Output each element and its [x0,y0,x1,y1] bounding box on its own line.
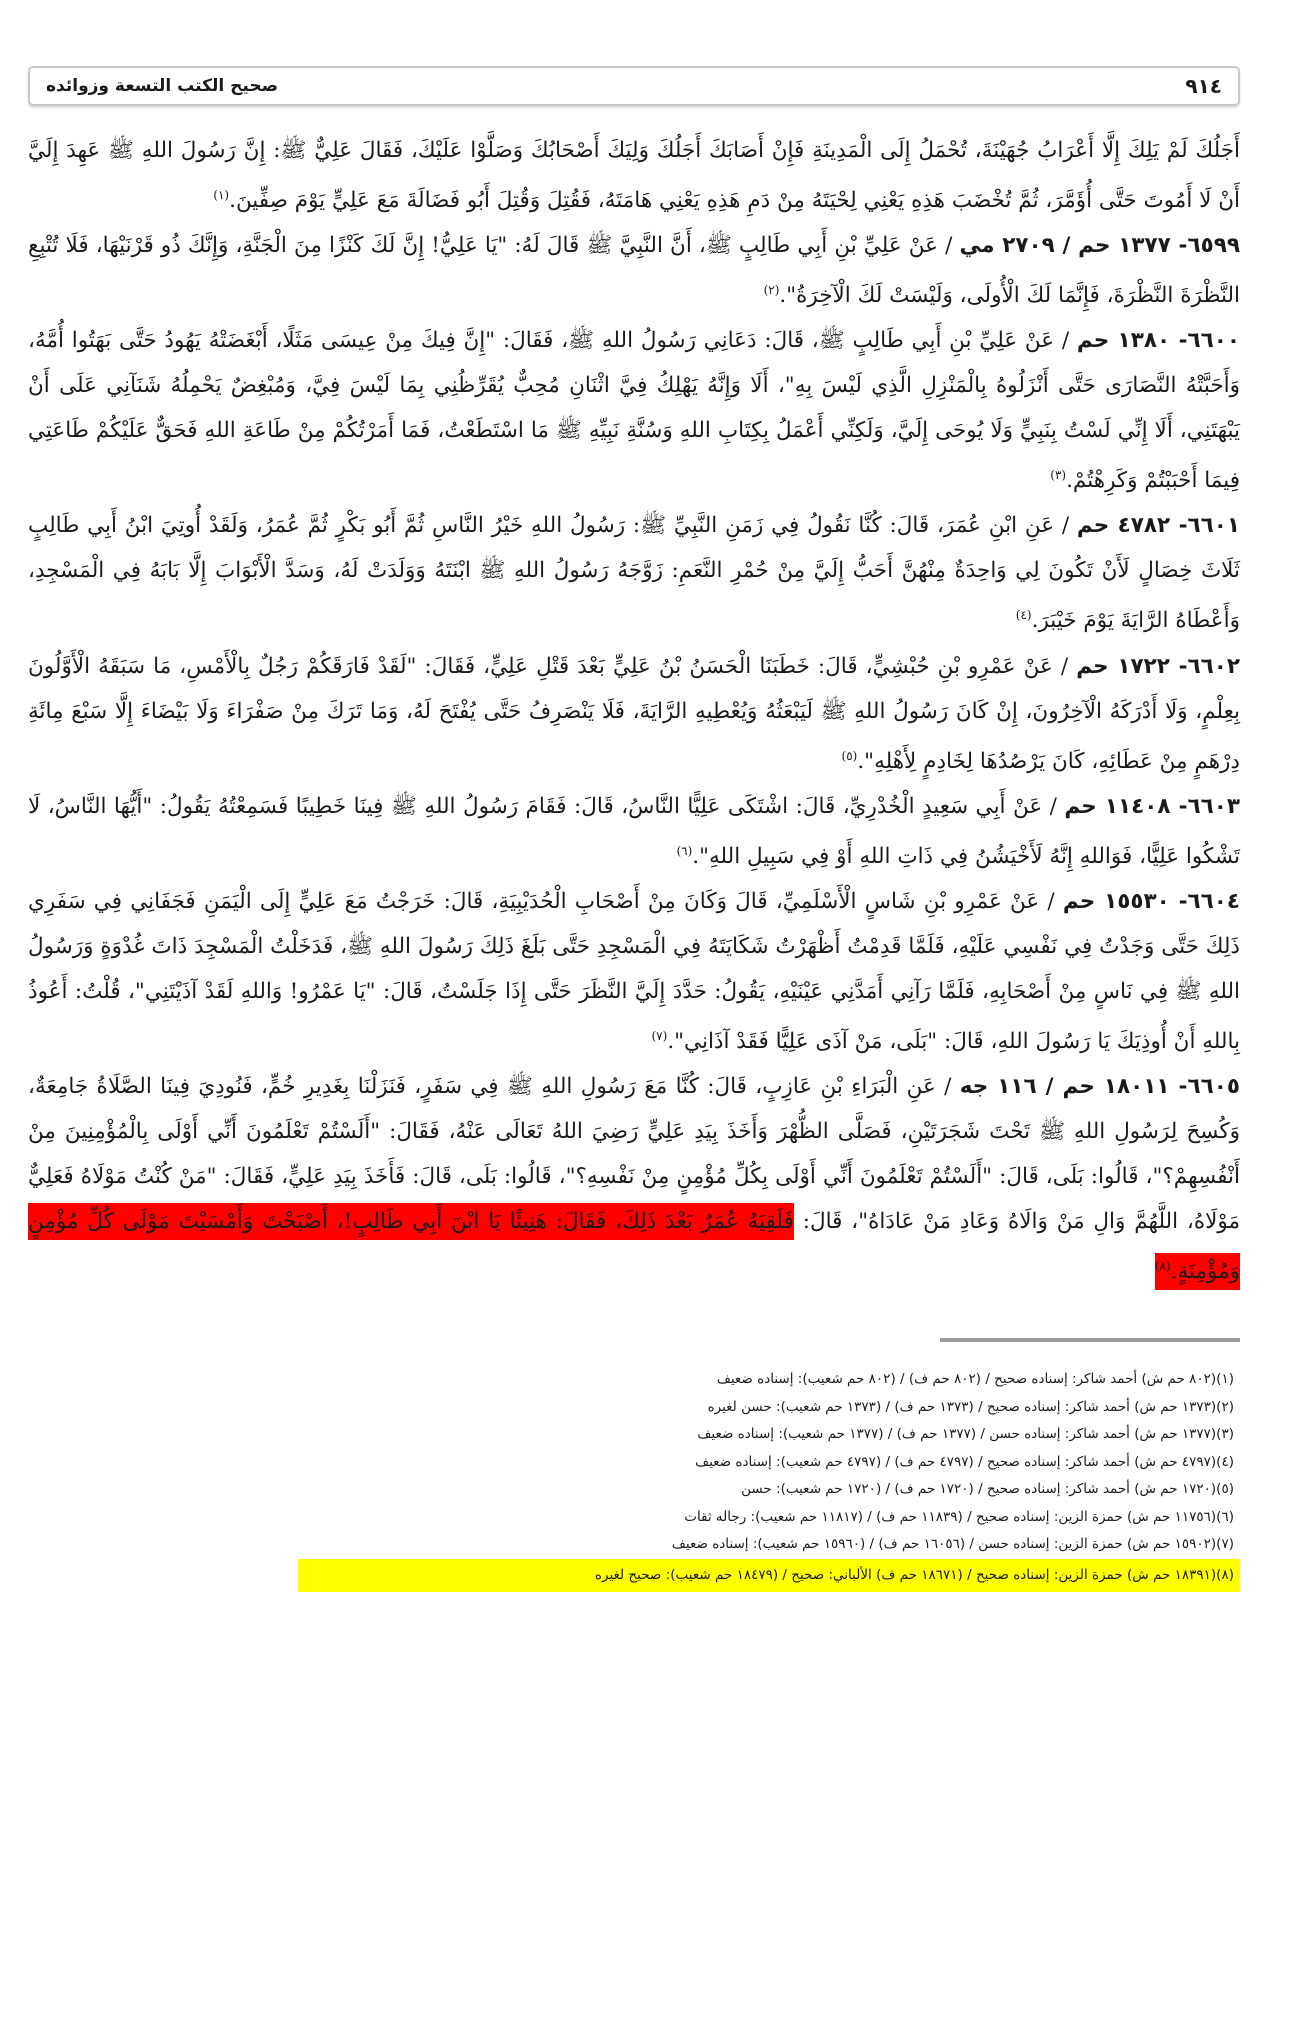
hadith-text: / عَنِ ابْنِ عُمَرَ، قَالَ: كُنَّا نَقُولُ فِي زَمَنِ النَّبِيِّ ﷺ: رَسُولُ اللهِ خَيْرُ النَّاسِ ثُمَّ أَبُو بَكْرٍ ثُمَّ عُمَرُ، وَلَقَدْ أُوتِيَ ابْنُ أَبِي طَالِبٍ ثَلَاثَ خِصَالٍ لَأَنْ تَكُونَ لِي وَاحِدَةٌ مِنْهُنَّ أَحَبُّ إِلَيَّ مِنْ حُمْرِ النَّعَمِ: زَوَّجَهُ رَسُولُ اللهِ ﷺ ابْنَتَهُ وَوَلَدَتْ لَهُ، وَسَدَّ الْأَبْوَابَ إِلَّا بَابَهُ فِي الْمَسْجِدِ، وَأَعْطَاهُ الرَّايَةَ يَوْمَ خَيْبَرَ. [28,513,1240,634]
footnote-7: (٧)(١٥٩٠٢ حم ش) حمزة الزين: إسناده حسن / (١٦٠٥٦ حم ف) / (١٥٩٦٠ حم شعيب): إسناده ضعيف [671,1536,1234,1553]
footnote-ref: (١) [213,188,230,202]
footnote-ref: (٦) [676,843,693,858]
page-header [28,66,1240,106]
hadith-6604 [28,879,1240,1064]
footnote-8-highlighted: (٨)(١٨٣٩١ حم ش) حمزة الزين: إسناده صحيح / (١٨٦٧١ حم ف) الألباني: صحيح / (١٨٤٧٩ حم شعيب): صحيح لغيره [298,1559,1240,1593]
footnotes [28,1366,1240,1592]
footnote-5: (٥)(١٧٢٠ حم ش) أحمد شاكر: إسناده صحيح / (١٧٢٠ حم ف) / (١٧٢٠ حم شعيب): حسن [741,1481,1234,1498]
footnote-ref: (٧) [651,1028,668,1043]
hadith-6599 [28,223,1240,318]
page-number: ٩١٤ [1185,74,1222,98]
hadith-number: ٦٦٠٢- ١٧٢٢ حم [1076,653,1240,679]
book-page [28,66,1240,1592]
hadith-number: ٦٦٠٤- ١٥٥٣٠ حم [1062,888,1240,914]
highlighted-phrase: فَلَقِيَهُ عُمَرُ بَعْدَ ذَلِكَ، فَقَالَ: هَنِيئًا يَا ابْنَ أَبِي طَالِبٍ!، أَصْبَحْتَ وَأَمْسَيْتَ مَوْلَى كُلِّ مُؤْمِنٍ وَمُؤْمِنَةٍ. [28,1209,1240,1285]
footnote-2: (٢)(١٣٧٣ حم ش) أحمد شاكر: إسناده صحيح / (١٣٧٣ حم ف) / (١٣٧٣ حم شعيب): حسن لغيره [707,1398,1234,1415]
footnote-separator [940,1338,1240,1342]
footnote-6: (٦)(١١٧٥٦ حم ش) حمزة الزين: إسناده صحيح / (١١٨٣٩ حم ف) / (١١٨١٧ حم شعيب): رجاله ثقات [684,1508,1234,1525]
paragraph-continuation [28,128,1240,223]
hadith-text: / عَنْ عَلِيِّ بْنِ أَبِي طَالِبٍ ﷺ، قَالَ: دَعَانِي رَسُولُ اللهِ ﷺ، فَقَالَ: "إِنَّ فِيكَ مِنْ عِيسَى مَثَلًا، أَبْغَضَتْهُ يَهُودُ حَتَّى بَهَتُوا أُمَّهُ، وَأَحَبَّتْهُ النَّصَارَى حَتَّى أَنْزَلُوهُ بِالْمَنْزِلِ الَّذِي لَيْسَ بِهِ"، أَلَا وَإِنَّهُ يَهْلِكُ فِيَّ اثْنَانِ مُحِبٌّ يُقَرِّظُنِي بِمَا لَيْسَ فِيَّ، وَمُبْغِضٌ يَحْمِلُهُ شَنَآنِي عَلَى أَنْ يَبْهَتَنِي، أَلَا إِنِّي لَسْتُ بِنَبِيٍّ وَلَا يُوحَى إِلَيَّ، وَلَكِنِّي أَعْمَلُ بِكِتَابِ اللهِ وَسُنَّةِ نَبِيِّهِ ﷺ مَا اسْتَطَعْتُ، فَمَا أَمَرْتُكُمْ مِنْ طَاعَةِ اللهِ فَحَقٌّ عَلَيْكُمْ طَاعَتِي فِيمَا أَحْبَبْتُمْ وَكَرِهْتُمْ. [28,328,1240,494]
footnote-ref: (٣) [1050,468,1067,483]
hadith-text: / عَنِ الْبَرَاءِ بْنِ عَازِبٍ، قَالَ: كُنَّا مَعَ رَسُولِ اللهِ ﷺ فِي سَفَرٍ، فَنَزَلْنَا بِغَدِيرِ خُمٍّ، فَنُودِيَ فِينَا الصَّلَاةُ جَامِعَةٌ، وَكُسِحَ لِرَسُولِ اللهِ ﷺ تَحْتَ شَجَرَتَيْنِ، فَصَلَّى الظُّهْرَ وَأَخَذَ بِيَدِ عَلِيٍّ رَضِيَ اللهُ تَعَالَى عَنْهُ، فَقَالَ: "أَلَسْتُمْ تَعْلَمُونَ أَنِّي أَوْلَى بِالْمُؤْمِنِينَ مِنْ أَنْفُسِهِمْ؟"، قَالُوا: بَلَى، قَالَ: "أَلَسْتُمْ تَعْلَمُونَ أَنِّي أَوْلَى بِكُلِّ مُؤْمِنٍ مِنْ نَفْسِهِ؟"، قَالُوا: بَلَى، قَالَ: فَأَخَذَ بِيَدِ عَلِيٍّ، فَقَالَ: "مَنْ كُنْتُ مَوْلَاهُ فَعَلِيٌّ مَوْلَاهُ، اللَّهُمَّ وَالِ مَنْ وَالَاهُ وَعَادِ مَنْ عَادَاهُ"، قَالَ: [28,1074,1241,1235]
hadith-6600 [28,318,1240,503]
hadith-6605 [28,1064,1240,1294]
hadith-6602 [28,644,1240,784]
hadith-number: ٦٦٠٥- ١٨٠١١ حم / ١١٦ جه [959,1074,1240,1100]
hadith-number: ٦٥٩٩- ١٣٧٧ حم / ٢٧٠٩ مي [959,233,1240,259]
footnote-3: (٣)(١٣٧٧ حم ش) أحمد شاكر: إسناده حسن / (١٣٧٧ حم ف) / (١٣٧٧ حم شعيب): إسناده ضعيف [697,1426,1234,1443]
footnote-ref: (٢) [763,283,780,298]
hadith-text: أَجَلُكَ لَمْ يَلِكَ إِلَّا أَعْرَابُ جُهَيْنَةَ، تُحْمَلُ إِلَى الْمَدِينَةِ فَإِنْ أَصَابَكَ أَجَلُكَ وَلِيَكَ أَصْحَابُكَ وَصَلَّوْا عَلَيْكَ، فَقَالَ عَلِيٌّ ﷺ: إِنَّ رَسُولَ اللهِ ﷺ عَهِدَ إِلَيَّ أَنْ لَا أَمُوتَ حَتَّى أُؤَمَّرَ، ثُمَّ تُخْضَبَ هَذِهِ يَعْنِي لِحْيَتَهُ مِنْ دَمِ هَذِهِ يَعْنِي هَامَتَهُ، فَقُتِلَ وَقُتِلَ أَبُو فَضَالَةَ مَعَ عَلِيٍّ يَوْمَ صِفِّينَ. [28,138,1240,214]
footnote-1: (١)(٨٠٢ حم ش) أحمد شاكر: إسناده صحيح / (٨٠٢ حم ف) / (٨٠٢ حم شعيب): إسناده ضعيف [716,1371,1234,1388]
hadith-number: ٦٦٠١- ٤٧٨٢ حم [1076,513,1240,539]
hadith-6603 [28,784,1240,879]
book-title: صحيح الكتب التسعة وزوائده [46,76,278,96]
hadith-6601 [28,503,1240,643]
footnote-ref: (٤) [1015,608,1032,623]
main-text [28,128,1240,1294]
hadith-text: / عَنْ أَبِي سَعِيدٍ الْخُدْرِيِّ، قَالَ: اشْتَكَى عَلِيًّا النَّاسُ، قَالَ: فَقَامَ رَسُولُ اللهِ ﷺ فِينَا خَطِيبًا فَسَمِعْتُهُ يَقُولُ: "أَيُّهَا النَّاسُ، لَا تَشْكُوا عَلِيًّا، فَوَاللهِ إِنَّهُ لَأَخْيَشُنُ فِي ذَاتِ اللهِ أَوْ فِي سَبِيلِ اللهِ". [28,793,1240,869]
hadith-text: / عَنْ عَمْرِو بْنِ حُبْشِيٍّ، قَالَ: خَطَبَنَا الْحَسَنُ بْنُ عَلِيٍّ بَعْدَ قَتْلِ عَلِيٍّ، فَقَالَ: "لَقَدْ فَارَقَكُمْ رَجُلٌ بِالْأَمْسِ، مَا سَبَقَهُ الْأَوَّلُونَ بِعِلْمٍ، وَلَا أَدْرَكَهُ الْآخِرُونَ، إِنْ كَانَ رَسُولُ اللهِ ﷺ لَيَبْعَثُهُ وَيُعْطِيهِ الرَّايَةَ، فَلَا يَنْصَرِفُ حَتَّى يُفْتَحَ لَهُ، وَمَا تَرَكَ مِنْ صَفْرَاءَ وَلَا بَيْضَاءَ إِلَّا سَبْعَ مِائَةِ دِرْهَمٍ مِنْ عَطَائِهِ، كَانَ يَرْصُدُهَا لِخَادِمٍ لِأَهْلِهِ". [28,653,1240,774]
footnote-ref: (٥) [841,748,858,763]
hadith-text: / عَنْ عَمْرِو بْنِ شَاسٍ الْأَسْلَمِيِّ، قَالَ وَكَانَ مِنْ أَصْحَابِ الْحُدَيْبِيَةِ، قَالَ: خَرَجْتُ مَعَ عَلِيٍّ إِلَى الْيَمَنِ فَجَفَانِي فِي سَفَرِي ذَلِكَ حَتَّى وَجَدْتُ فِي نَفْسِي عَلَيْهِ، فَلَمَّا قَدِمْتُ أَظْهَرْتُ شَكَايَتَهُ فِي الْمَسْجِدِ حَتَّى بَلَغَ ذَلِكَ رَسُولَ اللهِ ﷺ، فَدَخَلْتُ الْمَسْجِدَ ذَاتَ غُدْوَةٍ وَرَسُولُ اللهِ ﷺ فِي نَاسٍ مِنْ أَصْحَابِهِ، فَلَمَّا رَآنِي أَمَدَّنِي عَيْنَيْهِ، يَقُولُ: حَدَّدَ إِلَيَّ النَّظَرَ حَتَّى إِذَا جَلَسْتُ، قَالَ: "يَا عَمْرُو! وَاللهِ لَقَدْ آذَيْتَنِي"، قُلْتُ: أَعُوذُ بِاللهِ أَنْ أُوذِيَكَ يَا رَسُولَ اللهِ، قَالَ: "بَلَى، مَنْ آذَى عَلِيًّا فَقَدْ آذَانِي". [28,888,1240,1055]
hadith-number: ٦٦٠٣- ١١٤٠٨ حم [1064,793,1240,819]
footnote-ref: (٨) [1154,1259,1171,1274]
hadith-text: / عَنْ عَلِيِّ بْنِ أَبِي طَالِبٍ ﷺ، أَنَّ النَّبِيَّ ﷺ قَالَ لَهُ: "يَا عَلِيُّ! إِنَّ لَكَ كَنْزًا مِنَ الْجَنَّةِ، وَإِنَّكَ ذُو قَرْنَيْهَا، فَلَا تُتْبِعِ النَّظْرَةَ النَّظْرَةَ، فَإِنَّمَا لَكَ الْأُولَى، وَلَيْسَتْ لَكَ الْآخِرَةُ". [28,233,1240,309]
hadith-number: ٦٦٠٠- ١٣٨٠ حم [1076,328,1240,354]
footnote-4: (٤)(٤٧٩٧ حم ش) أحمد شاكر: إسناده صحيح / (٤٧٩٧ حم ف) / (٤٧٩٧ حم شعيب): إسناده ضعيف [695,1453,1234,1470]
